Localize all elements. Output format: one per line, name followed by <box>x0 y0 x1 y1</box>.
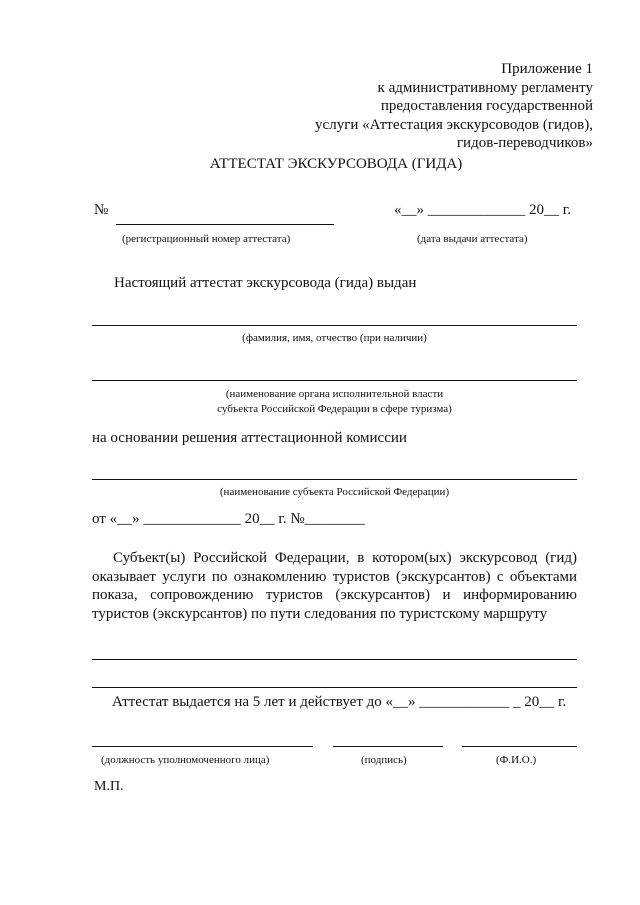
validity-text: Аттестат выдается на 5 лет и действует до «__» ____________ _ 20__ г. <box>112 694 567 710</box>
number-sign: № <box>94 202 109 218</box>
regions-line-1 <box>92 659 577 660</box>
decision-date-field: от «__» _____________ 20__ г. №________ <box>92 511 365 527</box>
name-line <box>462 746 577 747</box>
position-line <box>92 746 313 747</box>
signature-line <box>333 746 443 747</box>
issue-date-field: «__» _____________ 20__ г. <box>394 202 571 218</box>
regions-line-2 <box>92 687 577 688</box>
services-paragraph: Субъект(ы) Российской Федерации, в котором(ых) экскурсовод (гид) оказывает услуги по ознакомлению туристов (экскурсантов) с объектами показа, сопровождению туристов (экскурсантов) и информированию туристов (экскурсантов) по пути следования по туристскому маршруту <box>92 550 577 622</box>
signature-caption: (подпись) <box>361 754 407 766</box>
authority-caption-1: (наименование органа исполнительной власти <box>225 388 444 400</box>
appendix-line-5: гидов-переводчиков» <box>456 135 593 151</box>
registration-number-line <box>116 224 334 225</box>
basis-text: на основании решения аттестационной комиссии <box>92 430 407 446</box>
position-caption: (должность уполномоченного лица) <box>101 754 270 766</box>
document-title: АТТЕСТАТ ЭКСКУРСОВОДА (ГИДА) <box>209 156 463 172</box>
appendix-line-2: к административному регламенту <box>377 80 593 96</box>
registration-number-caption: (регистрационный номер аттестата) <box>122 233 291 245</box>
issue-date-caption: (дата выдачи аттестата) <box>417 233 528 245</box>
authority-line <box>92 380 577 381</box>
stamp-place-label: М.П. <box>94 779 124 794</box>
name-caption: (Ф.И.О.) <box>496 754 537 766</box>
appendix-line-1: Приложение 1 <box>501 61 593 77</box>
fio-caption: (фамилия, имя, отчество (при наличии) <box>242 332 427 344</box>
issued-to-text: Настоящий аттестат экскурсовода (гида) выдан <box>114 275 417 291</box>
subject-line <box>92 479 577 480</box>
appendix-line-3: предоставления государственной <box>380 98 593 114</box>
appendix-line-4: услуги «Аттестация экскурсоводов (гидов), <box>315 117 593 133</box>
fio-line <box>92 325 577 326</box>
subject-caption: (наименование субъекта Российской Федерации) <box>219 486 450 498</box>
authority-caption-2: субъекта Российской Федерации в сфере туризма) <box>217 403 452 415</box>
